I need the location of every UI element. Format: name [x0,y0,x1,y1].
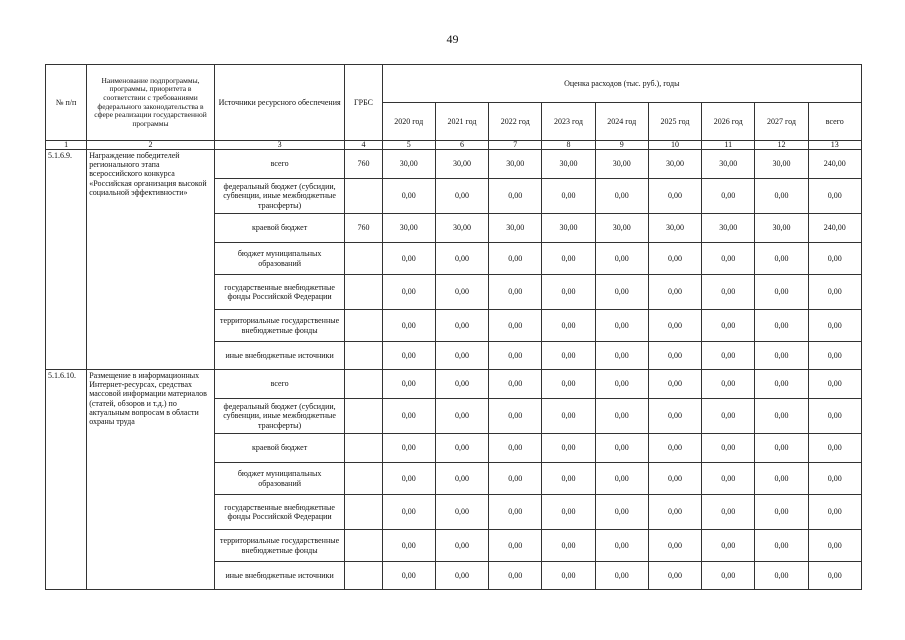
value-cell: 0,00 [595,275,648,310]
value-cell: 240,00 [808,214,861,243]
value-cell: 0,00 [435,562,488,590]
value-cell: 30,00 [648,214,701,243]
value-cell: 30,00 [382,150,435,179]
value-cell: 0,00 [595,370,648,399]
header-year: всего [808,103,861,141]
value-cell: 30,00 [755,150,808,179]
value-cell: 0,00 [542,434,595,463]
funding-source: государственные внебюджетные фонды Российской Федерации [214,495,345,530]
column-index: 11 [702,141,755,150]
value-cell: 0,00 [648,243,701,275]
value-cell: 0,00 [435,275,488,310]
value-cell: 0,00 [382,530,435,562]
column-index: 3 [214,141,345,150]
item-number: 5.1.6.10. [46,370,87,590]
value-cell: 0,00 [648,495,701,530]
value-cell: 30,00 [382,214,435,243]
table-row [46,370,862,399]
value-cell: 0,00 [702,370,755,399]
page-number: 49 [446,32,459,46]
item-name: Награждение победителей регионального этапа всероссийского конкурса «Российская организация высокой социальной эффективности» [87,150,215,370]
index-row [46,141,862,150]
value-cell: 0,00 [595,495,648,530]
funding-source: всего [214,370,345,399]
value-cell: 0,00 [542,179,595,214]
value-cell: 0,00 [435,310,488,342]
value-cell: 0,00 [808,434,861,463]
value-cell: 0,00 [382,275,435,310]
value-cell: 0,00 [542,530,595,562]
value-cell: 0,00 [648,434,701,463]
table-body [46,150,862,590]
value-cell: 0,00 [755,342,808,370]
value-cell: 0,00 [489,310,542,342]
column-index: 7 [489,141,542,150]
header-year: 2026 год [702,103,755,141]
value-cell: 0,00 [648,310,701,342]
funding-source: федеральный бюджет (субсидии, субвенции, иные межбюджетные трансферты) [214,179,345,214]
value-cell: 0,00 [808,495,861,530]
header-year: 2022 год [489,103,542,141]
grbs-code: 760 [345,214,382,243]
value-cell: 0,00 [382,434,435,463]
value-cell: 30,00 [595,150,648,179]
funding-source: краевой бюджет [214,434,345,463]
value-cell: 0,00 [808,243,861,275]
value-cell: 0,00 [382,495,435,530]
value-cell: 0,00 [489,562,542,590]
funding-source: бюджет муниципальных образований [214,243,345,275]
value-cell: 0,00 [542,463,595,495]
value-cell: 0,00 [542,275,595,310]
value-cell: 0,00 [489,495,542,530]
value-cell: 0,00 [755,310,808,342]
value-cell: 0,00 [755,562,808,590]
header-source: Источники ресурсного обеспечения [214,65,345,141]
value-cell: 0,00 [595,243,648,275]
header-year: 2025 год [648,103,701,141]
value-cell: 0,00 [542,495,595,530]
value-cell: 0,00 [702,342,755,370]
value-cell: 0,00 [755,399,808,434]
value-cell: 0,00 [435,434,488,463]
value-cell: 0,00 [542,370,595,399]
value-cell: 0,00 [489,370,542,399]
value-cell: 0,00 [648,399,701,434]
value-cell: 0,00 [755,179,808,214]
header-year: 2021 год [435,103,488,141]
header-year: 2027 год [755,103,808,141]
value-cell: 0,00 [702,275,755,310]
header-grbs: ГРБС [345,65,382,141]
column-index: 9 [595,141,648,150]
funding-source: государственные внебюджетные фонды Российской Федерации [214,275,345,310]
grbs-code [345,243,382,275]
value-cell: 0,00 [755,243,808,275]
value-cell: 0,00 [435,463,488,495]
value-cell: 30,00 [435,214,488,243]
value-cell: 0,00 [382,399,435,434]
value-cell: 0,00 [755,463,808,495]
header-year: 2023 год [542,103,595,141]
value-cell: 0,00 [755,495,808,530]
funding-source: иные внебюджетные источники [214,342,345,370]
value-cell: 0,00 [382,179,435,214]
grbs-code [345,530,382,562]
header-name: Наименование подпрограммы, программы, приоритета в соответствии с требованиями федерального законодательства в сфере реализации государственной программы [87,65,215,141]
value-cell: 0,00 [808,463,861,495]
value-cell: 0,00 [435,179,488,214]
grbs-code [345,399,382,434]
column-index: 6 [435,141,488,150]
value-cell: 0,00 [702,399,755,434]
value-cell: 0,00 [702,530,755,562]
value-cell: 0,00 [808,370,861,399]
value-cell: 0,00 [489,530,542,562]
grbs-code [345,179,382,214]
grbs-code [345,310,382,342]
value-cell: 0,00 [648,463,701,495]
grbs-code [345,495,382,530]
budget-table [45,64,862,590]
value-cell: 0,00 [435,495,488,530]
grbs-code: 760 [345,150,382,179]
value-cell: 0,00 [489,463,542,495]
value-cell: 0,00 [702,463,755,495]
value-cell: 0,00 [648,370,701,399]
value-cell: 0,00 [382,562,435,590]
item-number: 5.1.6.9. [46,150,87,370]
value-cell: 0,00 [702,434,755,463]
funding-source: территориальные государственные внебюджетные фонды [214,310,345,342]
column-index: 2 [87,141,215,150]
grbs-code [345,562,382,590]
value-cell: 0,00 [595,434,648,463]
value-cell: 0,00 [542,342,595,370]
column-index: 5 [382,141,435,150]
value-cell: 0,00 [648,342,701,370]
value-cell: 0,00 [382,310,435,342]
value-cell: 0,00 [702,310,755,342]
column-index: 12 [755,141,808,150]
value-cell: 30,00 [489,150,542,179]
value-cell: 0,00 [648,275,701,310]
value-cell: 0,00 [595,463,648,495]
value-cell: 0,00 [382,243,435,275]
value-cell: 0,00 [808,310,861,342]
header-estimate: Оценка расходов (тыс. руб.), годы [382,65,861,103]
grbs-code [345,463,382,495]
funding-source: краевой бюджет [214,214,345,243]
value-cell: 0,00 [595,310,648,342]
value-cell: 0,00 [755,434,808,463]
header-num: № п/п [46,65,87,141]
value-cell: 0,00 [542,243,595,275]
column-index: 1 [46,141,87,150]
value-cell: 0,00 [435,243,488,275]
value-cell: 0,00 [435,370,488,399]
value-cell: 0,00 [595,530,648,562]
value-cell: 0,00 [808,179,861,214]
header-year: 2020 год [382,103,435,141]
funding-source: бюджет муниципальных образований [214,463,345,495]
value-cell: 0,00 [382,370,435,399]
value-cell: 0,00 [702,243,755,275]
value-cell: 0,00 [808,275,861,310]
value-cell: 30,00 [755,214,808,243]
value-cell: 0,00 [808,342,861,370]
value-cell: 0,00 [755,530,808,562]
value-cell: 0,00 [808,562,861,590]
value-cell: 0,00 [702,495,755,530]
funding-source: всего [214,150,345,179]
value-cell: 0,00 [595,399,648,434]
value-cell: 0,00 [702,179,755,214]
value-cell: 30,00 [648,150,701,179]
value-cell: 0,00 [542,310,595,342]
column-index: 4 [345,141,382,150]
value-cell: 0,00 [542,562,595,590]
value-cell: 0,00 [755,275,808,310]
value-cell: 0,00 [489,342,542,370]
value-cell: 0,00 [435,399,488,434]
value-cell: 0,00 [489,275,542,310]
funding-source: федеральный бюджет (субсидии, субвенции, иные межбюджетные трансферты) [214,399,345,434]
value-cell: 30,00 [595,214,648,243]
column-index: 13 [808,141,861,150]
value-cell: 30,00 [702,150,755,179]
value-cell: 30,00 [435,150,488,179]
table-row [46,150,862,179]
value-cell: 30,00 [489,214,542,243]
column-index: 10 [648,141,701,150]
value-cell: 0,00 [489,243,542,275]
value-cell: 0,00 [808,399,861,434]
grbs-code [345,434,382,463]
value-cell: 0,00 [489,179,542,214]
value-cell: 0,00 [808,530,861,562]
item-name: Размещение в информационных Интернет-ресурсах, средствах массовой информации материалов (статей, обзоров и т.д.) по актуальным вопросам в области охраны труда [87,370,215,590]
value-cell: 0,00 [702,562,755,590]
value-cell: 0,00 [648,562,701,590]
value-cell: 0,00 [648,179,701,214]
value-cell: 0,00 [382,463,435,495]
value-cell: 30,00 [542,150,595,179]
value-cell: 0,00 [595,562,648,590]
value-cell: 240,00 [808,150,861,179]
value-cell: 0,00 [435,342,488,370]
value-cell: 30,00 [542,214,595,243]
value-cell: 0,00 [382,342,435,370]
value-cell: 0,00 [648,530,701,562]
column-index: 8 [542,141,595,150]
value-cell: 0,00 [595,179,648,214]
value-cell: 0,00 [489,399,542,434]
value-cell: 0,00 [489,434,542,463]
value-cell: 0,00 [755,370,808,399]
grbs-code [345,370,382,399]
grbs-code [345,342,382,370]
value-cell: 30,00 [702,214,755,243]
grbs-code [345,275,382,310]
value-cell: 0,00 [595,342,648,370]
value-cell: 0,00 [542,399,595,434]
funding-source: иные внебюджетные источники [214,562,345,590]
value-cell: 0,00 [435,530,488,562]
header-year: 2024 год [595,103,648,141]
funding-source: территориальные государственные внебюджетные фонды [214,530,345,562]
